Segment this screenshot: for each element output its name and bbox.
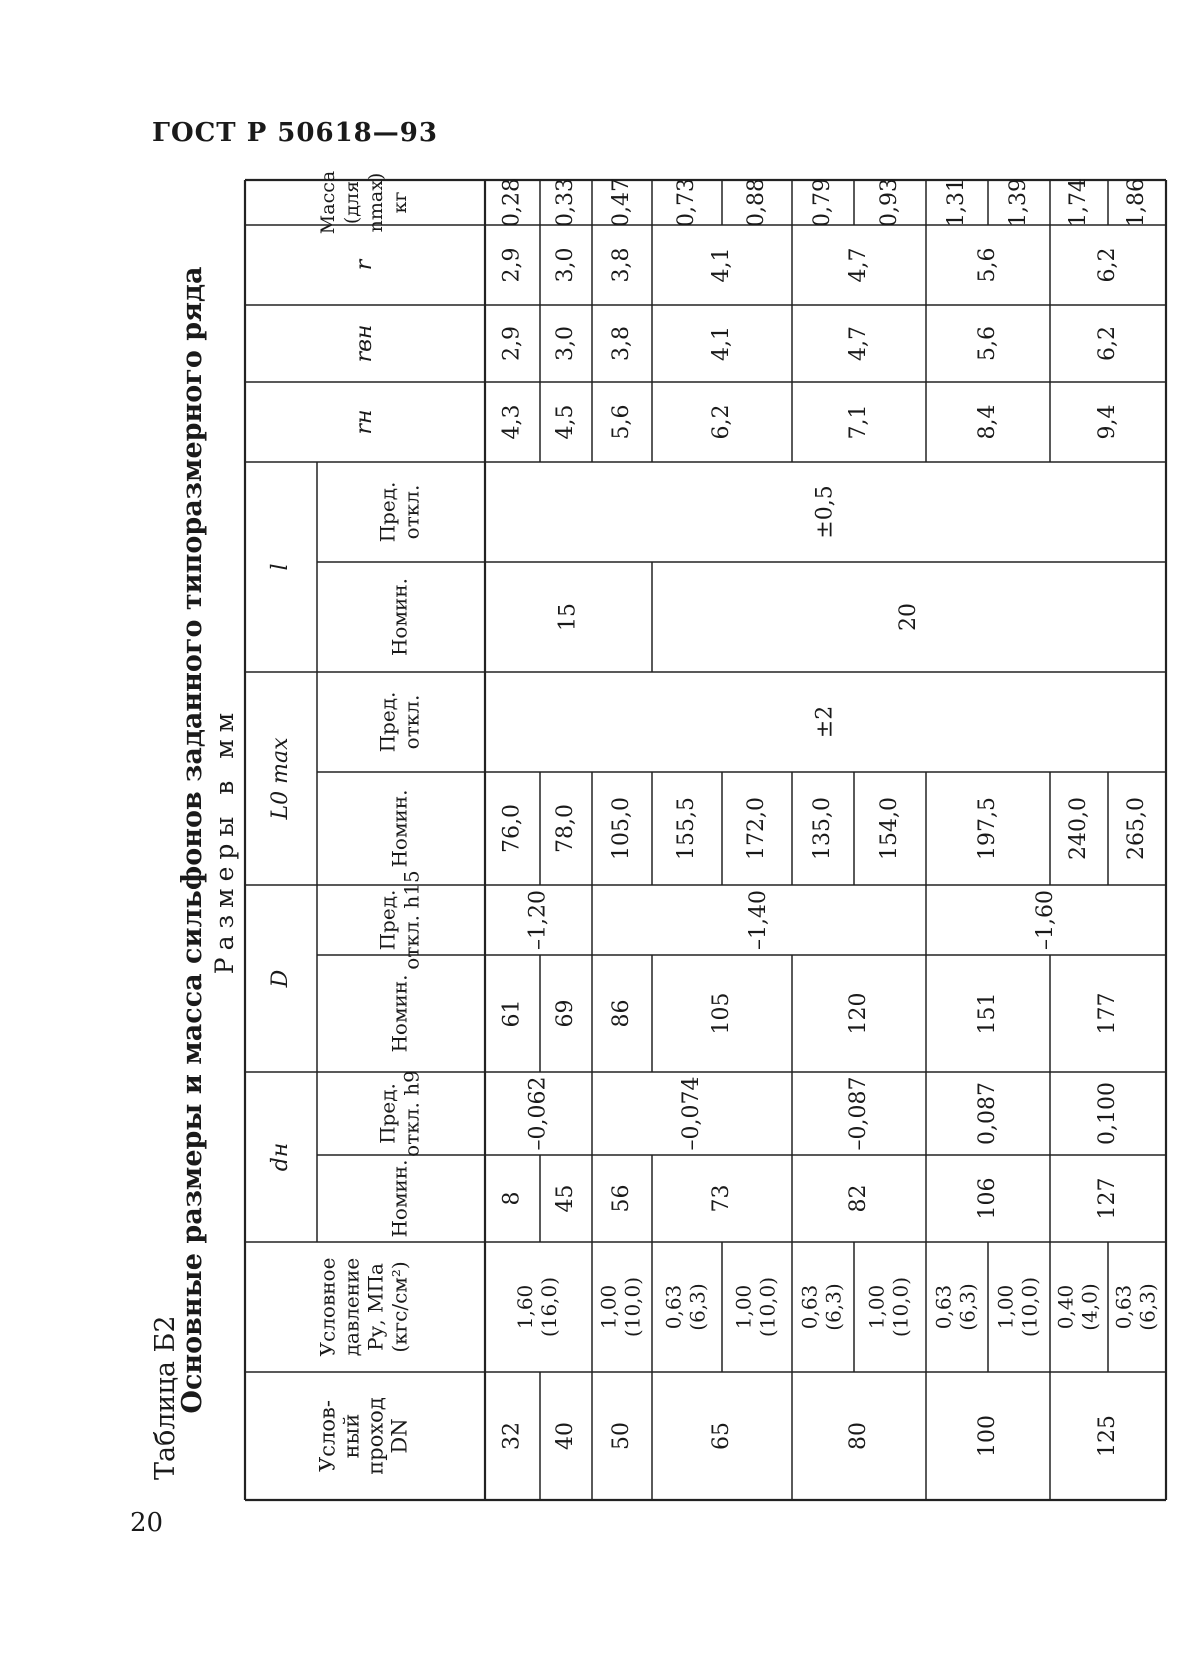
cell-dn-dev: –0,087 bbox=[846, 1076, 871, 1151]
cell-D-dev: –1,20 bbox=[525, 890, 551, 950]
cell-mass: 0,73 bbox=[674, 178, 699, 227]
cell-rvn: 4,7 bbox=[846, 326, 871, 361]
cell-D-nom: 69 bbox=[553, 999, 578, 1028]
cell-p: 1,00 bbox=[864, 1284, 889, 1330]
cell-p: (6,3) bbox=[1135, 1283, 1160, 1331]
cell-dn: 32 bbox=[499, 1422, 525, 1450]
cell-D-nom: 61 bbox=[499, 999, 525, 1028]
header-mass: (для bbox=[341, 180, 363, 225]
cell-p: (16,0) bbox=[537, 1276, 561, 1338]
cell-L0-nom: 265,0 bbox=[1124, 797, 1149, 860]
cell-mass: 0,47 bbox=[609, 178, 634, 227]
cell-rvn: 2,9 bbox=[499, 326, 525, 361]
cell-rn: 5,6 bbox=[609, 404, 634, 440]
header-dn-deviation: Пред. bbox=[375, 1083, 400, 1144]
cell-dn-nom: 56 bbox=[609, 1184, 634, 1213]
cell-p: 0,63 bbox=[797, 1284, 822, 1330]
cell-p: 0,63 bbox=[931, 1284, 956, 1330]
cell-D-nom: 120 bbox=[846, 992, 871, 1035]
cell-L0-nom: 78,0 bbox=[553, 804, 578, 853]
cell-dn-nom: 106 bbox=[975, 1177, 1000, 1220]
page-number: 20 bbox=[130, 1508, 164, 1538]
cell-r: 3,0 bbox=[553, 247, 578, 283]
cell-rn: 6,2 bbox=[709, 404, 734, 440]
document-header: ГОСТ Р 50618—93 bbox=[152, 118, 438, 148]
cell-dn: 50 bbox=[609, 1422, 634, 1450]
cell-L0-nom: 154,0 bbox=[877, 797, 902, 860]
cell-p: 0,63 bbox=[1111, 1284, 1136, 1330]
cell-p: 0,40 bbox=[1053, 1284, 1078, 1330]
cell-L0-nom: 197,5 bbox=[975, 797, 1000, 860]
header-D-deviation: Пред. bbox=[375, 889, 400, 951]
cell-L0-nom: 135,0 bbox=[810, 797, 835, 860]
cell-p: (10,0) bbox=[1017, 1276, 1042, 1338]
units-note: Размеры в мм bbox=[210, 705, 239, 975]
cell-p: (10,0) bbox=[755, 1276, 780, 1338]
cell-dn: 80 bbox=[846, 1422, 871, 1450]
header-dn-deviation: откл. h9 bbox=[399, 1070, 424, 1157]
cell-mass: 1,31 bbox=[944, 178, 969, 227]
cell-mass: 0,88 bbox=[744, 178, 769, 227]
cell-r: 5,6 bbox=[975, 247, 1000, 283]
cell-mass: 0,93 bbox=[877, 178, 902, 227]
cell-D-nom: 86 bbox=[609, 999, 634, 1028]
cell-mass: 0,79 bbox=[810, 178, 835, 227]
cell-r: 2,9 bbox=[499, 247, 525, 283]
header-L0-deviation: откл. bbox=[399, 694, 424, 750]
header-D-deviation: откл. h15 bbox=[399, 870, 424, 970]
header-pressure: Pу, МПа bbox=[363, 1263, 388, 1351]
cell-dn-dev: 0,100 bbox=[1095, 1082, 1120, 1145]
cell-D-nom: 105 bbox=[709, 992, 734, 1035]
cell-rvn: 3,0 bbox=[553, 326, 578, 361]
cell-mass: 1,86 bbox=[1124, 178, 1149, 227]
cell-dn: 65 bbox=[709, 1422, 734, 1450]
cell-mass: 1,39 bbox=[1006, 178, 1031, 227]
header-rn: rн bbox=[352, 409, 377, 435]
header-mass: Масса bbox=[317, 170, 339, 235]
cell-r: 4,1 bbox=[709, 247, 734, 283]
cell-l-nom: 20 bbox=[896, 603, 921, 631]
cell-l-dev: ±0,5 bbox=[812, 485, 838, 539]
cell-D-nom: 151 bbox=[975, 992, 1000, 1035]
cell-r: 6,2 bbox=[1095, 247, 1120, 283]
dimensions-table bbox=[245, 170, 1160, 1500]
cell-rn: 7,1 bbox=[846, 404, 871, 440]
header-mass: кг bbox=[389, 191, 411, 214]
cell-dn-nom: 82 bbox=[846, 1184, 871, 1213]
cell-L0-dev: ±2 bbox=[812, 705, 838, 739]
cell-rvn: 3,8 bbox=[609, 326, 634, 361]
cell-rn: 4,5 bbox=[553, 404, 578, 440]
cell-p: 1,00 bbox=[993, 1284, 1018, 1330]
table-name: Таблица Б2 bbox=[150, 1315, 181, 1480]
cell-dn-nom: 127 bbox=[1095, 1177, 1120, 1220]
header-dn: DN bbox=[387, 1418, 412, 1454]
header-dn: ный bbox=[339, 1413, 364, 1459]
cell-rn: 8,4 bbox=[975, 404, 1000, 440]
header-dn: проход bbox=[363, 1397, 388, 1475]
cell-mass: 0,28 bbox=[499, 178, 525, 227]
cell-p: 1,00 bbox=[596, 1284, 621, 1330]
header-L0-nominal: Номин. bbox=[387, 789, 412, 868]
cell-mass: 0,33 bbox=[553, 178, 578, 227]
cell-p: 1,60 bbox=[513, 1284, 537, 1330]
cell-p: (4,0) bbox=[1077, 1283, 1102, 1331]
cell-l-nom: 15 bbox=[555, 603, 581, 631]
cell-D-nom: 177 bbox=[1095, 992, 1120, 1035]
cell-dn-dev: –0,062 bbox=[525, 1076, 551, 1151]
cell-p: (6,3) bbox=[955, 1283, 980, 1331]
header-dn: Услов- bbox=[315, 1400, 340, 1472]
header-dn-nominal: Номин. bbox=[387, 1159, 412, 1238]
cell-L0-nom: 76,0 bbox=[499, 804, 525, 853]
cell-rvn: 5,6 bbox=[975, 326, 1000, 361]
header-pressure: Условное bbox=[315, 1257, 340, 1357]
cell-p: (10,0) bbox=[620, 1276, 645, 1338]
header-mass: nmax) bbox=[365, 172, 387, 233]
cell-L0-nom: 155,5 bbox=[674, 797, 699, 860]
cell-dn-dev: 0,087 bbox=[975, 1082, 1000, 1145]
cell-rn: 4,3 bbox=[499, 404, 525, 440]
cell-dn: 100 bbox=[975, 1415, 1000, 1457]
cell-L0-nom: 172,0 bbox=[744, 797, 769, 860]
cell-p: 1,00 bbox=[731, 1284, 756, 1330]
cell-D-dev: –1,40 bbox=[746, 890, 771, 950]
cell-dn-nom: 73 bbox=[709, 1184, 734, 1213]
cell-D-dev: –1,60 bbox=[1033, 890, 1058, 950]
cell-L0-nom: 105,0 bbox=[609, 797, 634, 860]
cell-r: 3,8 bbox=[609, 247, 634, 283]
header-dn-outer: dн bbox=[268, 1142, 293, 1172]
header-l-deviation: откл. bbox=[399, 484, 424, 540]
cell-dn: 125 bbox=[1095, 1415, 1120, 1457]
cell-dn-dev: –0,074 bbox=[679, 1076, 704, 1151]
header-D-nominal: Номин. bbox=[387, 974, 412, 1053]
cell-p: (6,3) bbox=[685, 1283, 710, 1331]
header-L0-deviation: Пред. bbox=[375, 691, 400, 753]
cell-dn: 40 bbox=[553, 1422, 578, 1450]
header-l: l bbox=[268, 563, 293, 571]
cell-rn: 9,4 bbox=[1095, 404, 1120, 440]
table-title: Основные размеры и масса сильфонов заданного типоразмерного ряда bbox=[177, 266, 208, 1414]
header-pressure: (кгс/см²) bbox=[387, 1261, 412, 1353]
cell-p: 0,63 bbox=[661, 1284, 686, 1330]
cell-p: (6,3) bbox=[821, 1283, 846, 1331]
header-D: D bbox=[268, 969, 293, 988]
header-l-nominal: Номин. bbox=[387, 577, 412, 657]
header-pressure: давление bbox=[339, 1257, 364, 1357]
header-r: r bbox=[352, 259, 377, 271]
header-L0: L0 max bbox=[268, 737, 293, 820]
cell-L0-nom: 240,0 bbox=[1066, 797, 1091, 860]
header-rvn: rвн bbox=[352, 324, 377, 363]
cell-rvn: 4,1 bbox=[709, 326, 734, 361]
rotated-table-area bbox=[150, 170, 1160, 1500]
cell-p: (10,0) bbox=[888, 1276, 913, 1338]
cell-rvn: 6,2 bbox=[1095, 326, 1120, 361]
header-l-deviation: Пред. bbox=[375, 481, 400, 543]
cell-mass: 1,74 bbox=[1066, 178, 1091, 227]
cell-dn-nom: 45 bbox=[553, 1184, 578, 1213]
cell-dn-nom: 8 bbox=[499, 1191, 525, 1206]
cell-r: 4,7 bbox=[846, 247, 871, 283]
